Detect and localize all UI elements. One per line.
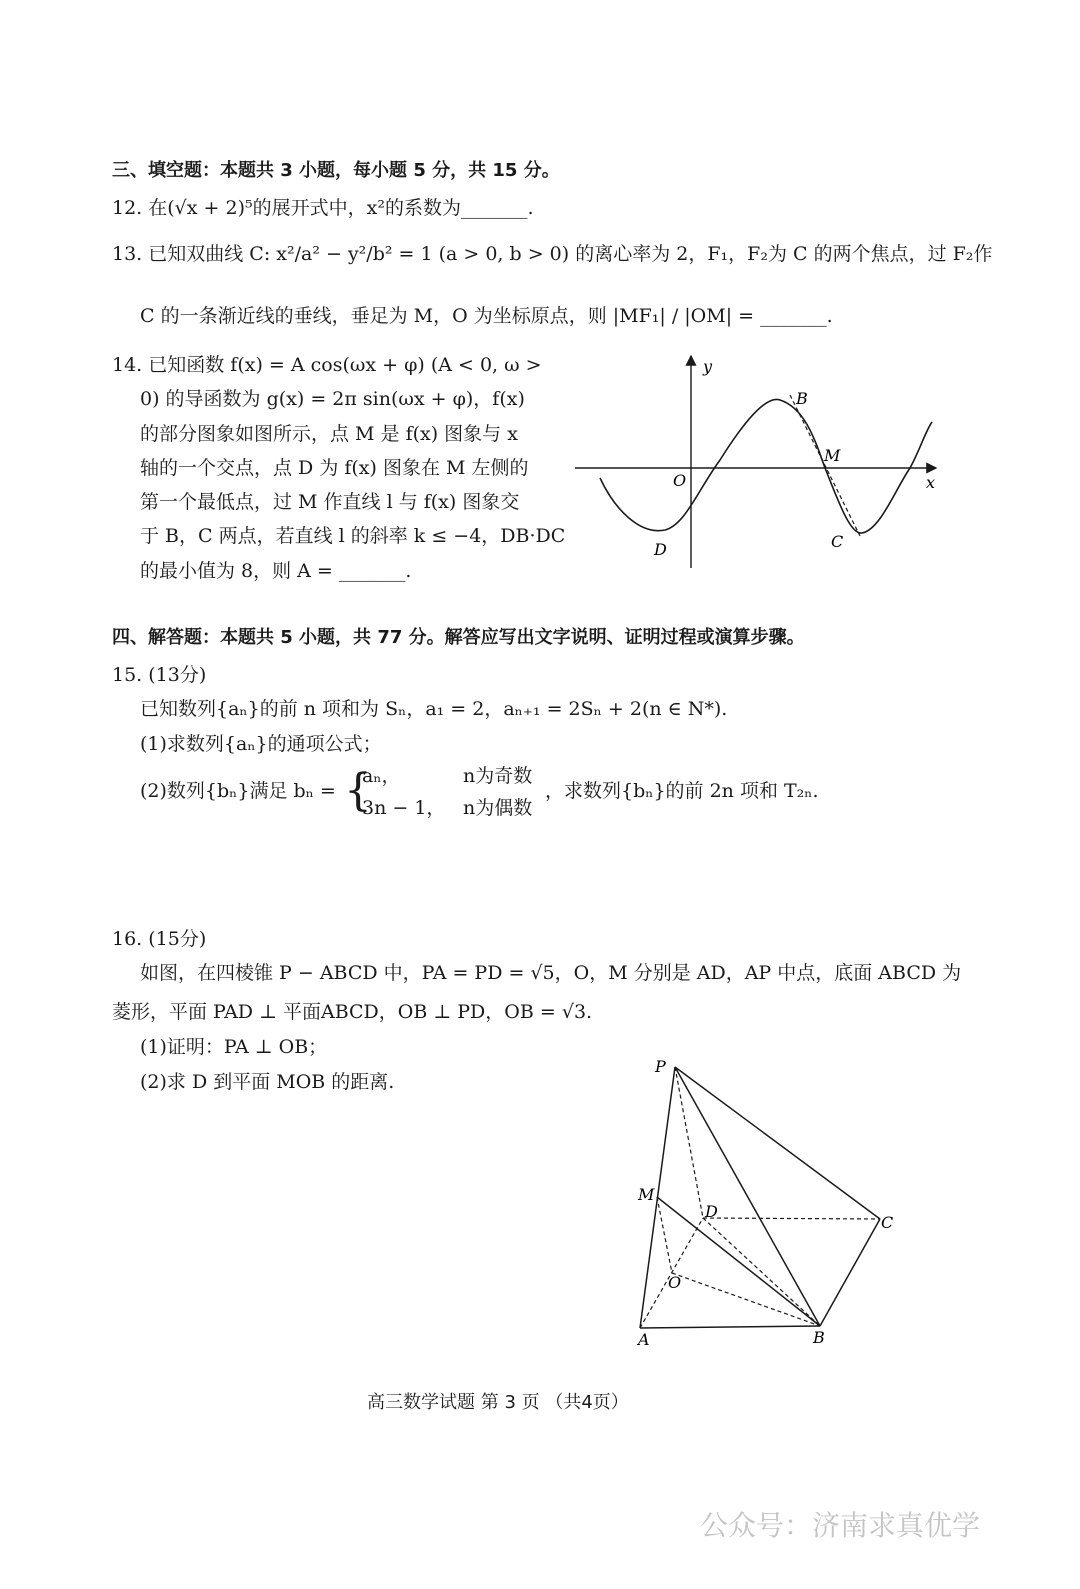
part-2-prefix: (2)数列{bₙ}满足 bₙ = [140,780,336,802]
watermark: 公众号：济南求真优学 [700,1509,981,1542]
label-b: B [813,1328,825,1347]
label-a: A [638,1330,650,1349]
case-2-expr: 3n − 1， [362,797,446,819]
question-14-line: 0) 的导函数为 g(x) = 2π sin(ωx + φ)，f(x) [140,388,525,410]
label-d: D [654,540,667,559]
question-14-line: 第一个最低点，过 M 作直线 l 与 f(x) 图象交 [140,491,520,513]
edge-ab [640,1326,820,1328]
question-14-line: 轴的一个交点，点 D 为 f(x) 图象在 M 左侧的 [140,457,529,479]
question-16-part-2: (2)求 D 到平面 MOB 的距离. [140,1071,395,1093]
edge-db [703,1218,820,1326]
section-4-heading: 四、解答题：本题共 5 小题，共 77 分。解答应写出文字说明、证明过程或演算步骤。 [112,627,805,648]
question-16-title: 16. (15分) [112,928,207,950]
label-x: x [926,473,936,492]
label-o: O [668,1273,682,1292]
question-12: 12. 在(√x + 2)⁵的展开式中，x²的系数为_______. [112,197,534,219]
segment-ob [672,1273,820,1326]
label-p: P [655,1057,666,1076]
question-15-part-1: (1)求数列{aₙ}的通项公式； [140,733,382,755]
question-13-line-2: C 的一条渐近线的垂线，垂足为 M，O 为坐标原点，则 |MF₁| / |OM| = _______. [140,305,833,327]
part-2-suffix: ，求数列{bₙ}的前 2n 项和 T₂ₙ. [545,780,819,802]
question-15-stem: 已知数列{aₙ}的前 n 项和为 Sₙ，a₁ = 2，aₙ₊₁ = 2Sₙ + 2(n ∈ N*). [140,698,728,720]
case-2-cond: n为偶数 [463,797,533,819]
question-13-line-1: 13. 已知双曲线 C: x²/a² − y²/b² = 1 (a > 0, b > 0) 的离心率为 2，F₁，F₂为 C 的两个焦点，过 F₂作 [112,243,993,265]
pyramid-figure [620,1050,910,1350]
segment-mb [657,1197,820,1326]
question-14-line: 的最小值为 8，则 A = _______. [140,560,412,582]
label-c: C [881,1213,894,1232]
question-15-title: 15. (13分) [112,664,207,686]
edge-pd [675,1067,703,1218]
case-1-cond: n为奇数 [463,765,533,787]
label-m: M [824,446,841,465]
edge-pb [675,1067,820,1326]
label-b: B [796,389,808,408]
question-14-line: 14. 已知函数 f(x) = A cos(ωx + φ) (A < 0, ω > [112,354,542,376]
case-1-expr: aₙ， [362,765,401,787]
segment-mo [657,1197,672,1273]
question-14-line: 于 B，C 两点，若直线 l 的斜率 k ≤ −4，DB·DC [140,525,566,547]
question-14-line: 的部分图象如图所示，点 M 是 f(x) 图象与 x [140,423,518,445]
edge-bc [820,1219,880,1326]
section-3-heading: 三、填空题：本题共 3 小题，每小题 5 分，共 15 分。 [112,160,560,181]
question-16-stem-line-1: 如图，在四棱锥 P − ABCD 中，PA = PD = √5，O，M 分别是 AD，AP 中点，底面 ABCD 为 [140,962,962,984]
question-16-stem-line-2: 菱形，平面 PAD ⊥ 平面ABCD，OB ⊥ PD，OB = √3. [112,1001,593,1023]
label-o: O [673,471,687,490]
edge-dc [703,1218,880,1219]
edge-pc [675,1067,880,1219]
label-m: M [638,1185,655,1204]
line-l [790,395,860,536]
label-y: y [703,357,713,376]
label-c: C [831,532,844,551]
question-16-part-1: (1)证明：PA ⊥ OB； [140,1036,328,1058]
page-footer: 高三数学试题 第 3 页 （共4页） [367,1392,629,1413]
piecewise-brace: { [344,765,372,816]
label-d: D [705,1202,718,1221]
function-graph [570,350,950,575]
cosine-curve [600,399,932,533]
